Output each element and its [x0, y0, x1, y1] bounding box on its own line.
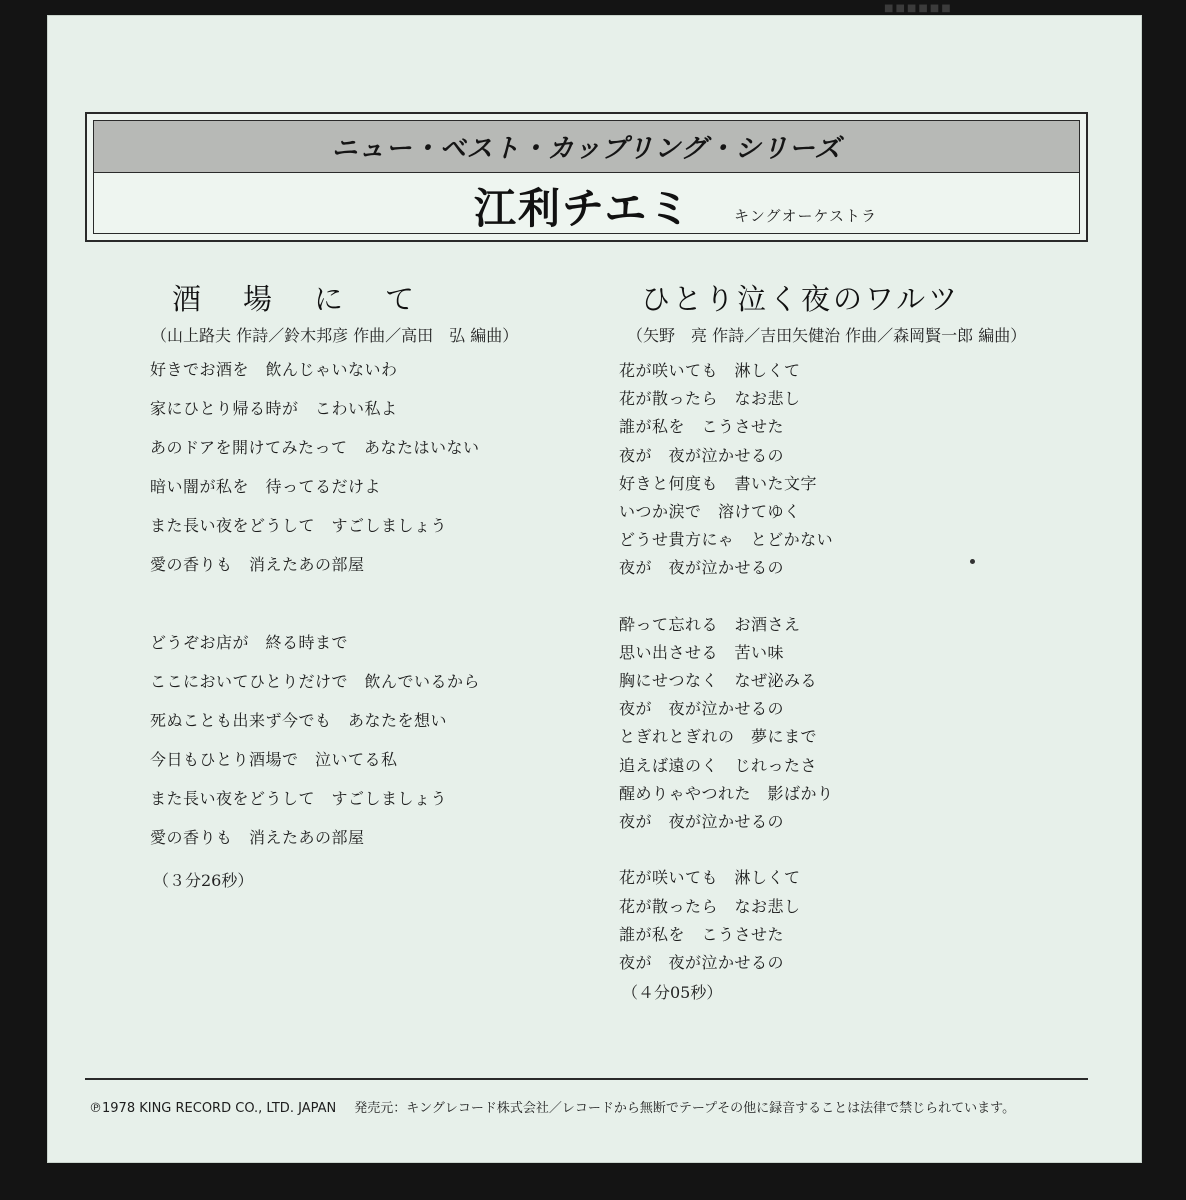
- lyric-line: 夜が 夜が泣かせるの: [619, 812, 785, 831]
- series-band: [94, 121, 1079, 173]
- lyric-line: 夜が 夜が泣かせるの: [619, 699, 785, 719]
- lyric-line: 誰が私を こうさせた: [619, 924, 785, 944]
- footer-divider: [85, 1078, 1088, 1080]
- lyric-line: 夜が 夜が泣かせるの: [619, 952, 785, 972]
- orchestra-name: キングオーケストラ: [734, 207, 877, 225]
- song1-duration: （３分26秒）: [153, 871, 254, 890]
- lyric-line: 花が散ったら なお悲し: [619, 389, 801, 409]
- lyric-line: 好きと何度も 書いた文字: [619, 473, 818, 493]
- corner-mark: ■■■■■■: [884, 3, 953, 14]
- song1-lyrics: [150, 350, 480, 857]
- song1-credits: （山上路夫 作詩／鈴木邦彦 作曲／高田 弘 編曲）: [151, 326, 519, 345]
- song2-credits: （矢野 亮 作詩／吉田矢健治 作曲／森岡賢一郎 編曲）: [627, 326, 1027, 345]
- lyric-line: 追えば遠のく じれったさ: [619, 755, 818, 775]
- header-box: [85, 112, 1088, 242]
- lyric-line: 思い出させる 苦い味: [619, 642, 785, 662]
- header-inner-frame: [93, 120, 1080, 234]
- lyric-line: 夜が 夜が泣かせるの: [619, 445, 785, 465]
- lyric-line: 胸にせつなく なぜ泌みる: [619, 671, 818, 691]
- lyric-line: どうぞお店が 終る時まで: [150, 633, 349, 652]
- copyright-text: ℗1978 KING RECORD CO., LTD. JAPAN: [89, 1101, 337, 1116]
- lyric-line: 暗い闇が私を 待ってるだけよ: [150, 477, 382, 496]
- lyric-line: 夜が 夜が泣かせるの: [619, 558, 785, 578]
- verse-gap: [619, 583, 834, 611]
- lyric-line: ここにおいてひとりだけで 飲んでいるから: [150, 672, 481, 691]
- lyric-line: 愛の香りも 消えたあの部屋: [150, 555, 365, 574]
- lyric-line: あのドアを開けてみたって あなたはいない: [150, 438, 480, 457]
- lyric-line: いつか涙で 溶けてゆく: [619, 501, 801, 521]
- lyric-line: 好きでお酒を 飲んじゃいないわ: [150, 360, 398, 379]
- lyric-line: また長い夜をどうして すごしましょう: [150, 516, 448, 535]
- lyric-line: どうせ貴方にゃ とどかない: [619, 530, 834, 550]
- song2-duration: （４分05秒）: [622, 983, 723, 1002]
- verse-gap: [150, 584, 480, 623]
- print-speck: [970, 559, 975, 564]
- lyric-line: 花が咲いても 淋しくて: [619, 868, 801, 888]
- song1-title: 酒場にて: [172, 282, 457, 316]
- publisher-notice: 発売元：キングレコード株式会社／レコードから無断でテープその他に録音することは法律で禁じられています。: [354, 1101, 1016, 1116]
- lyric-line: 誰が私を こうさせた: [619, 417, 785, 437]
- lyric-sheet: [47, 15, 1142, 1163]
- lyric-line: 愛の香りも 消えたあの部屋: [150, 828, 365, 847]
- verse-gap: [619, 836, 834, 864]
- footer: [89, 1097, 1015, 1116]
- lyric-line: 花が咲いても 淋しくて: [619, 361, 801, 380]
- series-title: ニュー・ベスト・カップリング・シリーズ: [331, 134, 842, 164]
- lyric-line: とぎれとぎれの 夢にまで: [619, 727, 818, 747]
- lyric-line: また長い夜をどうして すごしましょう: [150, 789, 448, 808]
- lyric-line: 醒めりゃやつれた 影ばかり: [619, 783, 834, 803]
- lyric-line: 酔って忘れる お酒さえ: [619, 614, 801, 634]
- song2-lyrics: [619, 357, 834, 977]
- lyric-line: 今日もひとり酒場で 泣いてる私: [150, 750, 398, 769]
- lyric-line: 死ぬことも出来ず今でも あなたを想い: [150, 711, 448, 730]
- song2-title: ひとり泣く夜のワルツ: [641, 282, 961, 316]
- artist-name: 江利チエミ: [474, 184, 693, 233]
- lyric-line: 花が散ったら なお悲し: [619, 896, 801, 916]
- lyric-line: 家にひとり帰る時が こわい私よ: [150, 399, 398, 418]
